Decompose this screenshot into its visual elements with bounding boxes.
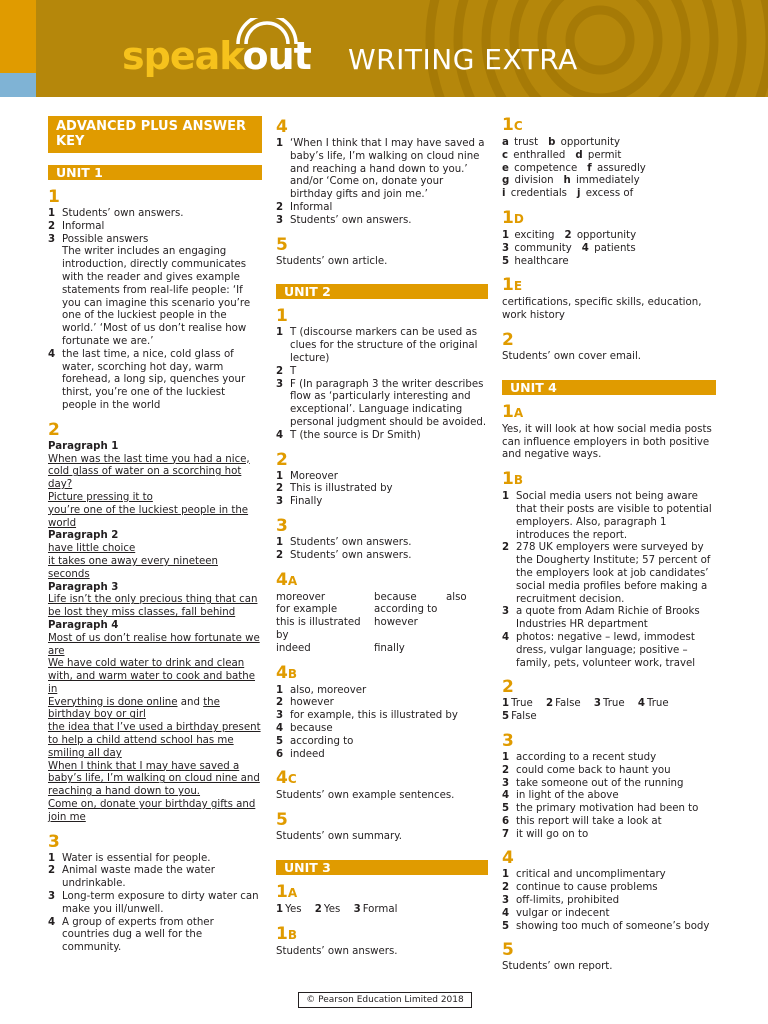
list-item: 5 the primary motivation had been to <box>502 803 699 815</box>
grid-cell <box>446 617 486 643</box>
list-item: 1 Students’ own answers. <box>48 208 184 219</box>
list-item: 5 according to <box>276 735 354 747</box>
grid-cell: indeed <box>276 642 311 654</box>
inline-answers: 1 exciting 2 opportunity <box>502 229 637 241</box>
question-number: 3 <box>276 515 288 536</box>
question-number: 1E <box>502 275 523 296</box>
list-item: 1 according to a recent study <box>502 751 657 763</box>
answer-text: Yes, it will look at how social media posts can influence employers in both positive and negative ways. <box>502 423 712 461</box>
underlined-text: Picture pressing it to <box>48 491 153 503</box>
inline-answers: 1 True 2 False 3 True 4 True 5 False <box>502 698 669 723</box>
question-number: 2 <box>276 449 288 470</box>
underlined-text: When was the last time you had a nice, cold glass of water on a scorching hot day? <box>48 453 250 491</box>
list-item: 1 ‘When I think that I may have saved a baby’s life, I’m walking on cloud nine and reaching a hand down to you.’ and/or ‘Come on, donate your birthday gifts and join me.’ <box>276 138 485 201</box>
question-number: 2 <box>502 329 514 350</box>
list-item: 1 Water is essential for people. <box>48 852 211 864</box>
underlined-text: Life isn’t the only precious thing that can be lost they miss classes, fall behind <box>48 594 258 619</box>
inline-answers: e competence f assuredly <box>502 162 646 174</box>
list-item: 6 indeed <box>276 748 325 760</box>
list-item: 1 Social media users not being aware that their posts are visible to potential employers. Also, paragraph 1 introduces the report. <box>502 491 712 541</box>
unit-3-heading: UNIT 3 <box>276 860 488 875</box>
list-item: 3 Possible answers <box>48 233 149 245</box>
list-item: The writer includes an engaging introduction, directly communicates with the reader and gives example statements from real-life people: ‘If you can imagine this scenario you’re one of the luckiest people in the world.’ ‘Most of us don’t realise how fortunate we are.’ <box>62 246 251 347</box>
underlined-text: the idea that I’ve used a birthday present to help a child attend school has me smiling all day <box>48 722 261 759</box>
unit-2-heading: UNIT 2 <box>276 284 488 299</box>
question-number: 4C <box>276 768 297 789</box>
grid-cell: however <box>374 617 418 629</box>
answer-text: Students’ own example sentences. <box>276 790 455 802</box>
word-grid <box>276 592 488 656</box>
list-item: 7 it will go on to <box>502 828 589 840</box>
grid-cell: also <box>446 591 467 603</box>
copyright-footer: © Pearson Education Limited 2018 <box>298 992 472 1008</box>
column-2 <box>276 118 488 958</box>
question-number: 5 <box>276 234 288 255</box>
column-1 <box>48 116 262 955</box>
paragraph-label: Paragraph 3 <box>48 581 119 593</box>
list-item: 3 off-limits, prohibited <box>502 895 620 907</box>
list-item: 1 critical and uncomplimentary <box>502 869 666 881</box>
question-number: 2 <box>502 677 514 698</box>
inline-answers: i credentials j excess of <box>502 188 634 200</box>
list-item: 4 because <box>276 722 333 734</box>
grid-cell <box>446 643 486 656</box>
list-item: 3 Long-term exposure to dirty water can make you ill/unwell. <box>48 891 259 915</box>
question-number: 5 <box>502 940 514 961</box>
inline-answers: c enthralled d permit <box>502 149 622 161</box>
list-item: 3 take someone out of the running <box>502 777 684 789</box>
question-number: 1B <box>502 469 523 490</box>
answer-text: Students’ own answers. <box>276 945 398 957</box>
underlined-text: Come on, donate your birthday gifts and join me <box>48 799 256 823</box>
list-item: 4 A group of experts from other countries dug a well for the community. <box>48 916 214 954</box>
list-item: 4 in light of the above <box>502 790 619 802</box>
paragraph-label: Paragraph 2 <box>48 530 119 542</box>
underlined-text: have little choice <box>48 543 136 555</box>
inline-answers: g division h immediately <box>502 175 640 187</box>
list-item: 3 Students’ own answers. <box>276 214 412 226</box>
question-number: 3 <box>48 831 60 852</box>
list-item: 2 could come back to haunt you <box>502 764 671 776</box>
inline-answers: a trust b opportunity <box>502 137 620 148</box>
grid-cell: this is illustrated by <box>276 617 361 641</box>
question-number: 1 <box>276 306 288 327</box>
inline-answers: 1 Yes 2 Yes 3 Formal <box>276 903 398 915</box>
list-item: 5 showing too much of someone’s body <box>502 920 710 932</box>
list-item: 2 This is illustrated by <box>276 483 393 495</box>
question-number: 4 <box>276 117 288 137</box>
answer-key-title: ADVANCED PLUS ANSWER KEY <box>48 116 262 153</box>
paragraph-label: Paragraph 4 <box>48 619 119 631</box>
column-3 <box>502 116 716 974</box>
grid-cell: moreover <box>276 591 326 603</box>
grid-cell: because <box>374 591 417 603</box>
list-item: 3 F (In paragraph 3 the writer describes flow as ‘particularly interesting and exceptional’. Language indicating personal judgment should be avoided. <box>276 378 487 428</box>
question-number: 1C <box>502 115 523 135</box>
list-item: 2 continue to cause problems <box>502 882 658 894</box>
underlined-text: Most of us don’t realise how fortunate we are <box>48 632 260 657</box>
list-item: 4 photos: negative – lewd, immodest dress, vulgar language; positive – family, pets, volunteer work, travel <box>502 631 696 669</box>
list-item: 2 Informal <box>276 201 333 213</box>
question-number: 1D <box>502 207 524 228</box>
unit-1-heading: UNIT 1 <box>48 165 262 180</box>
list-item: 4 the last time, a nice, cold glass of water, scorching hot day, warm forehead, a long sip, quenches your thirst, you’re one of the luckiest people in the world <box>48 348 246 411</box>
question-number: 1 <box>48 187 60 207</box>
paragraph-label: Paragraph 1 <box>48 440 119 452</box>
answer-text: Students’ own summary. <box>276 831 403 843</box>
grid-cell <box>446 604 486 617</box>
list-item: 4 T (the source is Dr Smith) <box>276 429 421 441</box>
list-item: 2 Animal waste made the water undrinkable. <box>48 865 215 890</box>
grid-cell: for example <box>276 604 338 616</box>
question-number: 3 <box>502 730 514 751</box>
answer-text: Students’ own article. <box>276 255 388 267</box>
list-item: 2 Students’ own answers. <box>276 549 412 561</box>
underlined-text: you’re one of the luckiest people in the world <box>48 504 249 529</box>
header-banner <box>0 0 768 97</box>
question-number: 1B <box>276 923 297 944</box>
answer-text: certifications, specific skills, education, work history <box>502 297 702 322</box>
list-item: 1 Moreover <box>276 470 338 482</box>
list-item: 6 this report will take a look at <box>502 815 662 827</box>
question-number: 4B <box>276 662 297 683</box>
grid-cell: finally <box>374 642 405 654</box>
mixed-text-line: Everything is done online and the birthday boy or girl <box>48 696 220 721</box>
inline-answers: 3 community 4 patients <box>502 242 636 254</box>
list-item: 2 Informal <box>48 220 105 232</box>
underlined-text: it takes one away every nineteen seconds <box>48 555 218 580</box>
grid-cell: according to <box>374 604 438 616</box>
list-item: 2 however <box>276 697 334 709</box>
list-item: 2 278 UK employers were surveyed by the Dougherty Institute; 57 percent of the employers look at job candidates’ social media profiles before making a recruitment decision. <box>502 542 711 605</box>
list-item: 1 also, moreover <box>276 684 367 696</box>
question-number: 4A <box>276 569 298 590</box>
list-item: 4 vulgar or indecent <box>502 907 610 919</box>
answer-text: Students’ own cover email. <box>502 350 642 362</box>
list-item: 2 T <box>276 365 297 377</box>
list-item: 1 Students’ own answers. <box>276 536 412 548</box>
list-item: 3 a quote from Adam Richie of Brooks Industries HR department <box>502 606 700 631</box>
question-number: 5 <box>276 810 288 831</box>
question-number: 1A <box>502 401 524 422</box>
question-number: 2 <box>48 419 60 440</box>
list-item: 3 for example, this is illustrated by <box>276 710 458 722</box>
underlined-text: When I think that I may have saved a baby’s life, I’m walking on cloud nine and reaching a hand down to you. <box>48 760 260 798</box>
question-number: 4 <box>502 848 514 869</box>
answer-text: Students’ own report. <box>502 961 613 973</box>
unit-4-heading: UNIT 4 <box>502 380 716 395</box>
inline-answers: 5 healthcare <box>502 255 569 267</box>
underlined-text: We have cold water to drink and clean with, and warm water to cook and bathe in <box>48 658 256 695</box>
banner-stripe-blue <box>0 73 36 97</box>
speakout-logo: speakout <box>122 34 311 78</box>
list-item: 3 Finally <box>276 496 323 508</box>
question-number: 1A <box>276 881 298 902</box>
page-title: WRITING EXTRA <box>348 43 578 76</box>
list-item: 1 T (discourse markers can be used as clues for the structure of the original lecture) <box>276 327 478 364</box>
